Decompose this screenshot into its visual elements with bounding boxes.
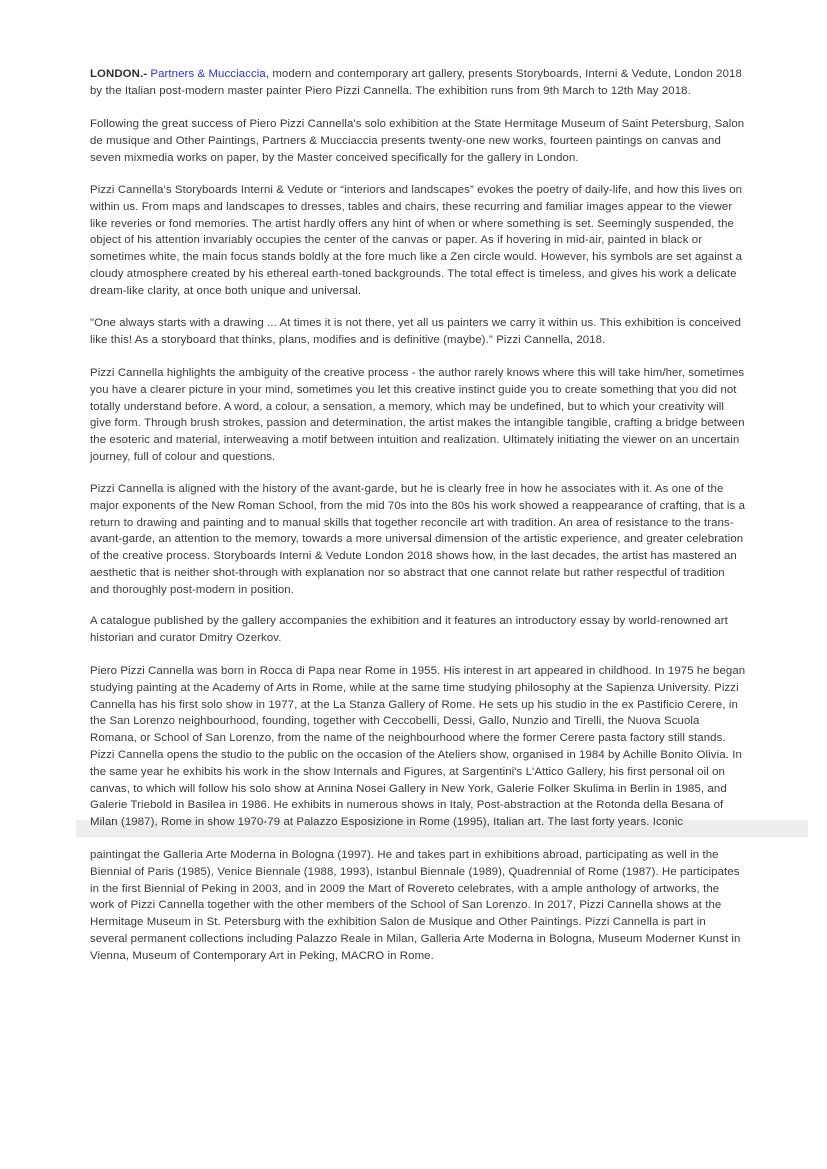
paragraph-biography-part1: Piero Pizzi Cannella was born in Rocca di Papa near Rome in 1955. His interest in art appeared in childhood. In 1975 he began studying painting at the Academy of Arts in Rome, while at the same time studying philosophy at the Sapienza University. Pizzi Cannella has his first solo show in 1977, at the La Stanza Gallery of Rome. He sets up his studio in the ex Pastificio Cerere, in the San Lorenzo neighbourhood, founding, together with Ceccobelli, Dessi, Gallo, Nunzio and Tirelli, the Nuova Scuola Romana, or School of San Lorenzo, from the name of the neighbourhood where the former Cerere pasta factory still stands. Pizzi Cannella opens the studio to the public on the occasion of the Ateliers show, organised in 1984 by Achille Bonito Olivia. In the same year he exhibits his work in the show Internals and Figures, at Sargentini's L'Attico Gallery, his first personal oil on canvas, to which will follow his solo show at Annina Nosei Gallery in New York, Galerie Folker Skulima in Berlin in 1985, and Galerie Triebold in Basilea in 1986. He exhibits in numerous shows in Italy, Post-abstraction at the Rotonda della Besana of Milan (1987), Rome in show 1970-79 at Palazzo Esposizione in Rome (1995), Italian art. The last forty years. Iconic <box>90 665 746 829</box>
paragraph-avant-garde: Pizzi Cannella is aligned with the history of the avant-garde, but he is clearly free in how he associates with it. As one of the major exponents of the New Roman School, from the mid 70s into the 80s his work showed a reappearance of crafting, that is a return to drawing and painting and to manual skills that together reconcile art with tradition. An area of resistance to the trans-avant-garde, an attention to the memory, towards a more universal dimension of the artistic experience, and greater celebration of the creative process. Storyboards Interni & Vedute London 2018 shows how, in the last decades, the artist has mastered an aesthetic that is neither shot-through with explanation nor so abstract that one cannot relate but rather respectful of tradition and thoroughly post-modern in position. <box>90 483 746 596</box>
dateline: LONDON.- <box>90 68 148 80</box>
paragraph-creative-process: Pizzi Cannella highlights the ambiguity of the creative process - the author rarely knows where this will take him/her, sometimes you have a clearer picture in your mind, sometimes you let this creative instinct guide you to create something that you did not totally understand before. A word, a colour, a sensation, a memory, which may be undefined, but to which your creativity will give form. Through brush strokes, passion and determination, the artist makes the intangible tangible, crafting a bridge between the esoteric and material, interweaving a motif between intuition and realization. Ultimately initiating the viewer on an uncertain journey, full of colour and questions. <box>90 367 745 463</box>
paragraph-artist-quote: "One always starts with a drawing ... At times it is not there, yet all us painters we carry it within us. This exhibition is conceived like this! As a storyboard that thinks, plans, modifies and is definitive (maybe)." Pizzi Cannella, 2018. <box>90 317 742 346</box>
intro-paragraph-text: , modern and contemporary art gallery, presents Storyboards, Interni & Vedute, London 2018 by the Italian post-modern master painter Piero Pizzi Cannella. The exhibition runs from 9th March to 12th May 2018. <box>90 68 742 97</box>
gallery-name-link[interactable]: Partners & Mucciaccia <box>150 68 266 80</box>
intro-paragraph <box>90 66 746 100</box>
paragraph-storyboards-description: Pizzi Cannella's Storyboards Interni & Vedute or “interiors and landscapes” evokes the poetry of daily-life, and how this lives on within us. From maps and landscapes to dresses, tables and chairs, these recurring and familiar images appear to the viewer like reveries or fond memories. The artist hardly offers any hint of when or where something is set. Seemingly suspended, the object of his attention invariably occupies the center of the canvas or paper. As if hovering in mid-air, painted in black or sometimes white, the main focus stands boldly at the fore much like a Zen circle would. However, his symbols are set against a cloudy atmosphere created by his ethereal earth-toned backgrounds. The total effect is timeless, and gives his work a delicate dream-like clarity, at once both unique and universal. <box>90 184 743 297</box>
paragraph-exhibition-overview: Following the great success of Piero Pizzi Cannella's solo exhibition at the State Hermitage Museum of Saint Petersburg, Salon de musique and Other Paintings, Partners & Mucciaccia presents twenty-one new works, fourteen paintings on canvas and seven mixmedia works on paper, by the Master conceived specifically for the gallery in London. <box>90 118 745 164</box>
paragraph-catalogue: A catalogue published by the gallery accompanies the exhibition and it features an introductory essay by world-renowned art historian and curator Dmitry Ozerkov. <box>90 615 728 644</box>
paragraph-biography-part2: paintingat the Galleria Arte Moderna in Bologna (1997). He and takes part in exhibitions abroad, participating as well in the Biennial of Paris (1985), Venice Biennale (1988, 1993), Istanbul Biennale (1989), Quadrennial of Rome (1987). He participates in the first Biennial of Peking in 2003, and in 2009 the Mart of Rovereto celebrates, with a ample anthology of artworks, the work of Pizzi Cannella together with the other members of the School of San Lorenzo. In 2017, Pizzi Cannella shows at the Hermitage Museum in St. Petersburg with the exhibition Salon de Musique and Other Paintings. Pizzi Cannella is part in several permanent collections including Palazzo Reale in Milan, Galleria Arte Moderna in Bologna, Museum Moderner Kunst in Vienna, Museum of Contemporary Art in Peking, MACRO in Rome. <box>90 849 741 962</box>
